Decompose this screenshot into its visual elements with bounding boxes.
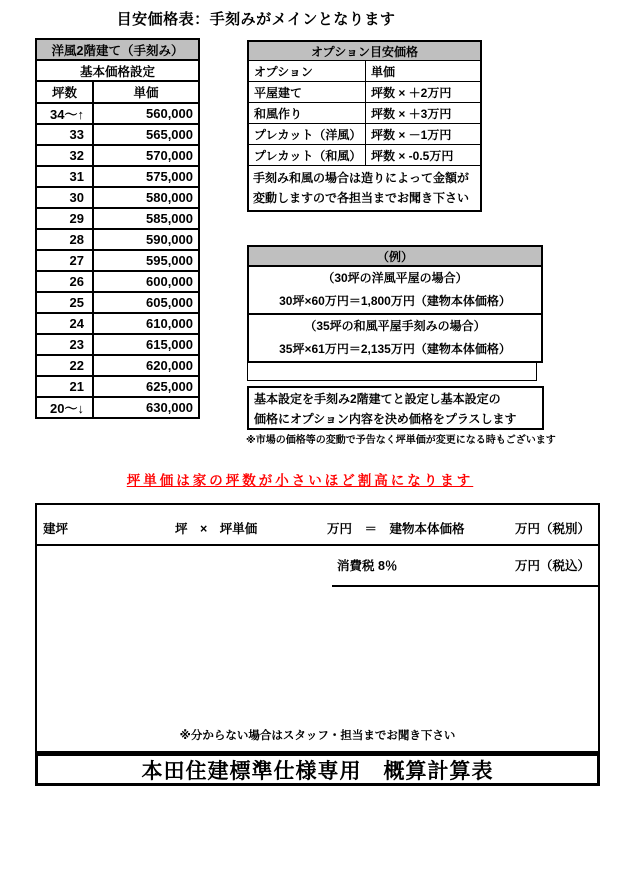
option-cell: プレカット（和風） xyxy=(248,145,366,166)
empty-row xyxy=(247,361,537,381)
tsubo-cell: 22 xyxy=(36,355,93,376)
table-row xyxy=(36,60,199,81)
table-header-row xyxy=(248,61,481,82)
tsubo-cell: 21 xyxy=(36,376,93,397)
table-row xyxy=(36,313,199,334)
option-price-cell: 坪数 × －1万円 xyxy=(366,124,482,145)
label-tax-included: 万円（税込） xyxy=(514,559,590,573)
tsubo-cell: 29 xyxy=(36,208,93,229)
table-row xyxy=(36,145,199,166)
example-calc: 35坪×61万円＝2,135万円（建物本体価格） xyxy=(279,342,511,356)
staff-note: ※分からない場合はスタッフ・担当までお聞き下さい xyxy=(179,730,456,742)
example-cell xyxy=(248,314,542,362)
table-row xyxy=(36,355,199,376)
col-header-option: オプション xyxy=(248,61,366,82)
calc-box xyxy=(35,503,600,753)
option-note-line: 手刻み和風の場合は造りによって金額が xyxy=(253,171,470,185)
col-header-tanka: 単価 xyxy=(93,81,199,103)
table-row xyxy=(36,229,199,250)
table-row xyxy=(248,145,481,166)
table-row xyxy=(36,39,199,60)
label-tsubo-tanka: 坪 × 坪単価 xyxy=(175,522,258,536)
basic-note-line: 価格にオプション内容を決め価格をプラスします xyxy=(254,412,517,426)
example-case: （35坪の和風平屋手刻みの場合） xyxy=(304,319,486,333)
table-row xyxy=(36,292,199,313)
basic-setting-note xyxy=(247,386,544,430)
base-table-subtitle: 基本価格設定 xyxy=(36,60,199,81)
table-row xyxy=(248,82,481,103)
tsubo-cell: 34～↑ xyxy=(36,103,93,124)
price-cell: 575,000 xyxy=(93,166,199,187)
base-table-title: 洋風2階建て（手刻み） xyxy=(36,39,199,60)
table-row xyxy=(36,166,199,187)
option-price-cell: 坪数 × ＋3万円 xyxy=(366,103,482,124)
table-row xyxy=(248,41,481,61)
option-price-cell: 坪数 × ＋2万円 xyxy=(366,82,482,103)
option-price-table xyxy=(247,40,482,212)
example-table xyxy=(247,245,543,363)
tsubo-cell: 25 xyxy=(36,292,93,313)
option-cell: 平屋建て xyxy=(248,82,366,103)
table-row xyxy=(36,124,199,145)
label-building-price: 万円 ＝ 建物本体価格 xyxy=(327,522,465,536)
table-header-row xyxy=(36,81,199,103)
price-cell: 565,000 xyxy=(93,124,199,145)
example-cell xyxy=(248,266,542,314)
option-cell: プレカット（洋風） xyxy=(248,124,366,145)
table-row xyxy=(248,103,481,124)
tsubo-cell: 27 xyxy=(36,250,93,271)
label-tax-excluded: 万円（税別） xyxy=(514,522,590,536)
tsubo-cell: 20～↓ xyxy=(36,397,93,418)
tsubo-cell: 23 xyxy=(36,334,93,355)
price-cell: 590,000 xyxy=(93,229,199,250)
label-consumption-tax: 消費税 8％ xyxy=(337,559,398,573)
table-row xyxy=(248,166,481,212)
option-table-title: オプション目安価格 xyxy=(248,41,481,61)
price-cell: 620,000 xyxy=(93,355,199,376)
price-cell: 625,000 xyxy=(93,376,199,397)
table-row xyxy=(248,314,542,362)
basic-note-line: 基本設定を手刻み2階建てと設定し基本設定の xyxy=(254,392,501,406)
red-highlight-note: 坪単価は家の坪数が小さいほど割高になります xyxy=(126,473,474,488)
base-price-table xyxy=(35,38,200,419)
option-note xyxy=(248,166,481,212)
price-cell: 600,000 xyxy=(93,271,199,292)
table-row xyxy=(36,187,199,208)
example-calc: 30坪×60万円＝1,800万円（建物本体価格） xyxy=(279,294,511,308)
tsubo-cell: 28 xyxy=(36,229,93,250)
table-row xyxy=(36,103,199,124)
document-title: 目安価格表：手刻みがメインとなります xyxy=(116,11,396,28)
col-header-tsubo: 坪数 xyxy=(36,81,93,103)
tsubo-cell: 32 xyxy=(36,145,93,166)
example-table-title: （例） xyxy=(248,246,542,266)
table-row xyxy=(36,397,199,418)
tax-underline xyxy=(332,585,598,587)
tsubo-cell: 26 xyxy=(36,271,93,292)
table-row xyxy=(248,124,481,145)
footer-title: 本田住建標準仕様専用 概算計算表 xyxy=(35,753,600,786)
calc-row-main xyxy=(37,505,598,546)
price-cell: 595,000 xyxy=(93,250,199,271)
price-cell: 615,000 xyxy=(93,334,199,355)
price-cell: 580,000 xyxy=(93,187,199,208)
price-cell: 560,000 xyxy=(93,103,199,124)
example-case: （30坪の洋風平屋の場合） xyxy=(322,271,468,285)
calc-row-tax xyxy=(37,546,598,587)
table-row xyxy=(36,208,199,229)
option-cell: 和風作り xyxy=(248,103,366,124)
price-cell: 605,000 xyxy=(93,292,199,313)
col-header-tanka: 単価 xyxy=(366,61,482,82)
price-cell: 585,000 xyxy=(93,208,199,229)
table-row xyxy=(248,266,542,314)
table-row xyxy=(36,271,199,292)
option-price-cell: 坪数 × -0.5万円 xyxy=(366,145,482,166)
tsubo-cell: 30 xyxy=(36,187,93,208)
market-note: ※市場の価格等の変動で予告なく坪単価が変更になる時もございます xyxy=(246,435,556,446)
table-row xyxy=(36,376,199,397)
table-row xyxy=(248,246,542,266)
tsubo-cell: 31 xyxy=(36,166,93,187)
label-tatetsubo: 建坪 xyxy=(43,522,69,536)
table-row xyxy=(36,250,199,271)
price-cell: 630,000 xyxy=(93,397,199,418)
table-row xyxy=(36,334,199,355)
price-cell: 570,000 xyxy=(93,145,199,166)
tsubo-cell: 24 xyxy=(36,313,93,334)
price-cell: 610,000 xyxy=(93,313,199,334)
option-note-line: 変動しますので各担当までお聞き下さい xyxy=(253,191,470,205)
tsubo-cell: 33 xyxy=(36,124,93,145)
